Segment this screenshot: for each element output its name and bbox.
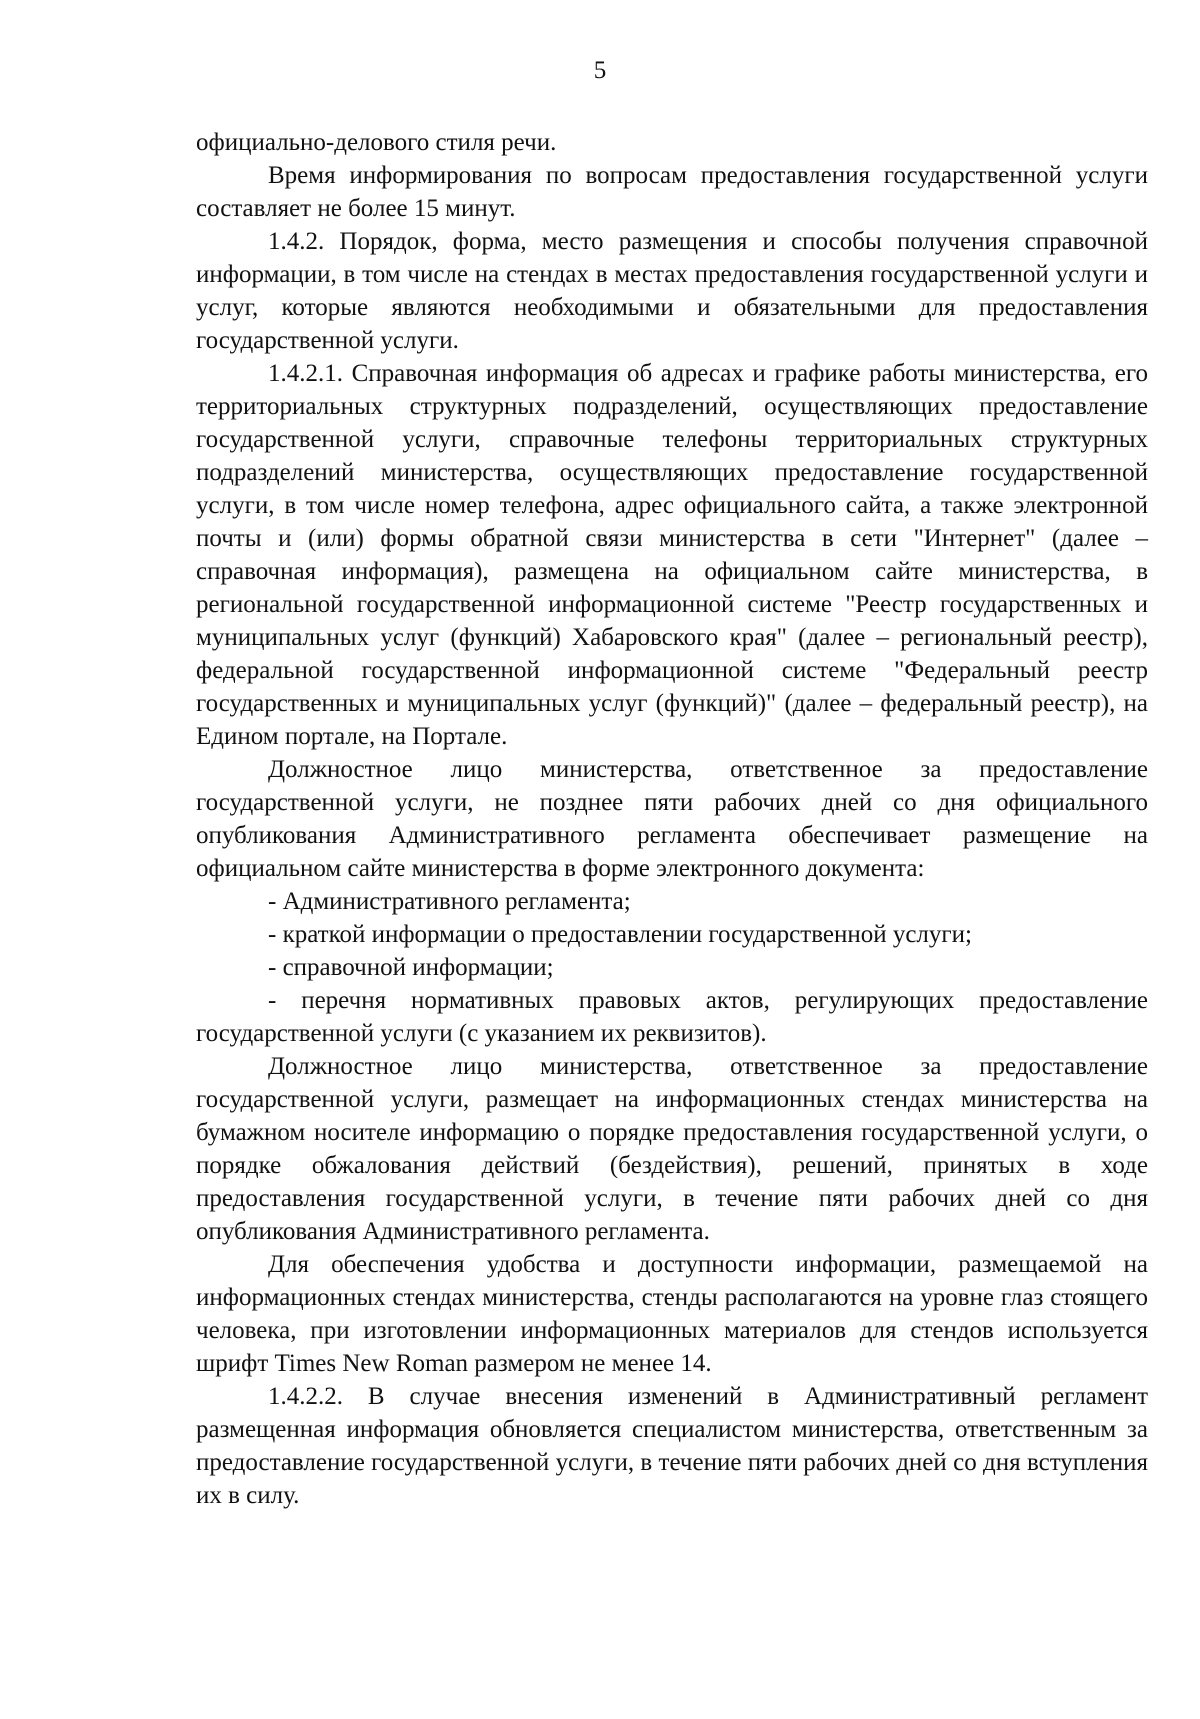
paragraph-information-stands: Должностное лицо министерства, ответственное за предоставление государственной услуги, размещает на информационных стендах министерства на бумажном носителе информацию о порядке предоставления государственной услуги, о порядке обжалования действий (бездействия), решений, принятых в ходе предоставления государственной услуги, в течение пяти рабочих дней со дня опубликования Административного регламента.	[196, 1053, 1148, 1245]
list-item-admin-regulation: - Административного регламента;	[268, 888, 631, 915]
paragraph-official-responsibility: Должностное лицо министерства, ответственное за предоставление государственной услуги, не позднее пяти рабочих дней со дня официального опубликования Административного регламента обеспечивает размещение на официальном сайте министерства в форме электронного документа:	[196, 756, 1148, 882]
paragraph-continuation: официально-делового стиля речи.	[196, 129, 557, 156]
list-item-legal-acts: - перечня нормативных правовых актов, регулирующих предоставление государственной услуги (с указанием их реквизитов).	[196, 987, 1148, 1047]
paragraph-stand-accessibility: Для обеспечения удобства и доступности информации, размещаемой на информационных стендах министерства, стенды располагаются на уровне глаз стоящего человека, при изготовлении информационных материалов для стендов используется шрифт Times New Roman размером не менее 14.	[196, 1251, 1148, 1377]
paragraph-section-1-4-2-1: 1.4.2.1. Справочная информация об адресах и графике работы министерства, его территориальных структурных подразделений, осуществляющих предоставление государственной услуги, справочные телефоны территориальных структурных подразделений министерства, осуществляющих предоставление государственной услуги, в том числе номер телефона, адрес официального сайта, а также электронной почты и (или) формы обратной связи министерства в сети "Интернет" (далее – справочная информация), размещена на официальном сайте министерства, в региональной государственной информационной системе "Реестр государственных и муниципальных услуг (функций) Хабаровского края" (далее – региональный реестр), федеральной государственной информационной системе "Федеральный реестр государственных и муниципальных услуг (функций)" (далее – федеральный реестр), на Едином портале, на Портале.	[196, 360, 1148, 750]
paragraph-information-time: Время информирования по вопросам предоставления государственной услуги составляет не более 15 минут.	[196, 162, 1148, 222]
page-number: 5	[593, 57, 607, 84]
paragraph-section-1-4-2: 1.4.2. Порядок, форма, место размещения и способы получения справочной информации, в том числе на стендах в местах предоставления государственной услуги и услуг, которые являются необходимыми и обязательными для предоставления государственной услуги.	[196, 228, 1148, 354]
document-body	[196, 126, 1148, 1512]
list-item-reference-information: - справочной информации;	[268, 954, 554, 981]
paragraph-section-1-4-2-2: 1.4.2.2. В случае внесения изменений в Административный регламент размещенная информация обновляется специалистом министерства, ответственным за предоставление государственной услуги, в течение пяти рабочих дней со дня вступления их в силу.	[196, 1383, 1148, 1509]
list-item-brief-information: - краткой информации о предоставлении государственной услуги;	[268, 921, 972, 948]
